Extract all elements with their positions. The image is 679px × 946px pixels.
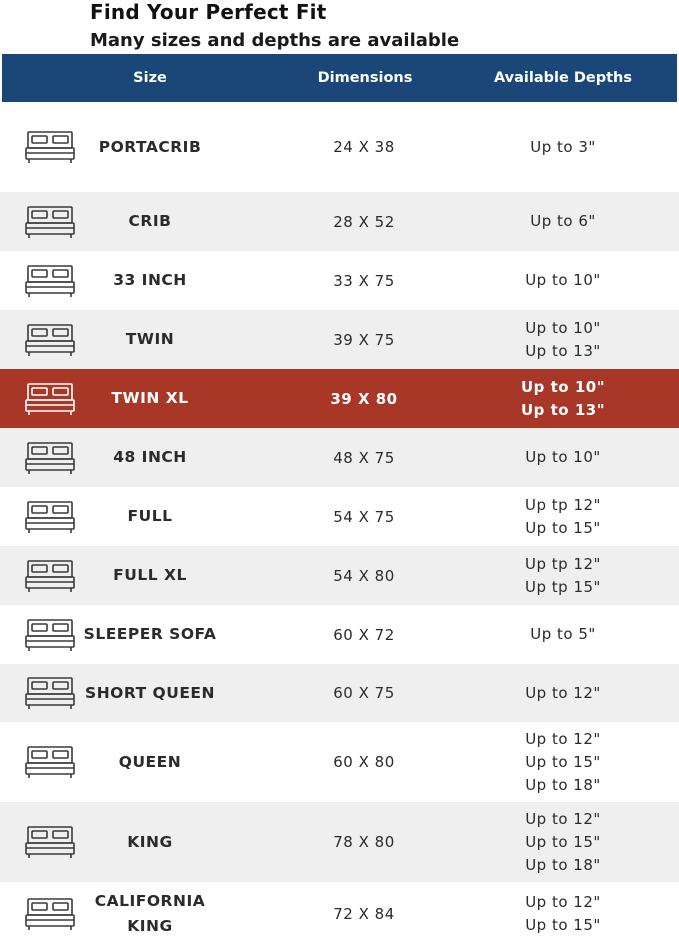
depth-value: Up to 18" — [525, 775, 601, 794]
depth-value: Up to 12" — [525, 729, 601, 748]
bed-icon — [24, 558, 76, 594]
bed-icon — [24, 744, 76, 780]
table-row — [0, 802, 679, 882]
bed-icon — [24, 675, 76, 711]
size-cell: TWIN XL — [111, 389, 189, 407]
depth-value: Up to 18" — [525, 855, 601, 874]
dimensions-cell: 60 X 80 — [333, 753, 395, 771]
header-depths: Available Depths — [493, 70, 633, 86]
depths-cell — [492, 102, 634, 192]
dimensions-cell: 28 X 52 — [333, 212, 395, 231]
size-cell: PORTACRIB — [98, 137, 202, 156]
depths-cell — [492, 605, 634, 664]
bed-icon — [24, 204, 76, 240]
size-cell: QUEEN — [118, 752, 182, 771]
depth-value: Up to 12" — [525, 893, 601, 911]
depths-cell — [492, 310, 634, 369]
depth-value: Up to 13" — [520, 400, 606, 419]
table-row — [0, 664, 679, 722]
header-size: Size — [133, 70, 167, 86]
table-row — [0, 310, 679, 369]
depth-value: Up to 10" — [525, 271, 601, 289]
bed-icon — [24, 381, 76, 417]
table-row — [0, 369, 679, 428]
table-row — [0, 102, 679, 192]
table-row — [0, 487, 679, 546]
bed-icon — [24, 896, 76, 932]
depth-value: Up tp 12" — [525, 495, 601, 514]
size-cell: 33 INCH — [113, 271, 187, 289]
dimensions-cell: 39 X 80 — [330, 389, 398, 408]
bed-icon — [24, 824, 76, 860]
dimensions-cell: 54 X 80 — [333, 566, 395, 585]
table-row — [0, 192, 679, 251]
dimensions-cell: 78 X 80 — [333, 833, 395, 851]
bed-icon — [24, 263, 76, 299]
dimensions-cell: 33 X 75 — [333, 271, 395, 290]
dimensions-cell: 48 X 75 — [333, 448, 395, 467]
depths-cell — [492, 882, 634, 946]
dimensions-cell: 60 X 75 — [333, 684, 395, 702]
depths-cell — [492, 546, 634, 605]
table-row — [0, 546, 679, 605]
depth-value: Up to 15" — [525, 752, 601, 771]
dimensions-cell: 72 X 84 — [333, 905, 395, 923]
depth-value: Up to 6" — [530, 212, 596, 230]
depth-value: Up tp 12" — [525, 554, 601, 573]
size-cell: KING — [127, 832, 173, 851]
size-cell: SLEEPER SOFA — [83, 625, 217, 643]
dimensions-cell: 60 X 72 — [333, 625, 395, 644]
table-row — [0, 428, 679, 487]
depth-value: Up to 3" — [530, 137, 596, 156]
table-row — [0, 882, 679, 946]
depth-value: Up to 12" — [525, 809, 601, 828]
table-header — [2, 54, 677, 102]
dimensions-cell: 54 X 75 — [333, 507, 395, 526]
bed-icon — [24, 499, 76, 535]
depth-value: Up to 10" — [525, 318, 601, 337]
depth-value: Up to 10" — [520, 377, 606, 396]
depths-cell — [492, 722, 634, 802]
depths-cell — [492, 192, 634, 251]
table-row — [0, 722, 679, 802]
depths-cell — [492, 487, 634, 546]
bed-icon — [24, 129, 76, 165]
size-cell: SHORT QUEEN — [85, 683, 215, 702]
depth-value: Up to 12" — [525, 683, 601, 702]
bed-icon — [24, 440, 76, 476]
depth-value: Up to 13" — [525, 341, 601, 360]
size-cell: TWIN — [125, 330, 175, 348]
depths-cell — [492, 664, 634, 722]
depths-cell — [492, 251, 634, 310]
table-row — [0, 605, 679, 664]
depth-value: Up to 15" — [525, 916, 601, 934]
table-row — [0, 251, 679, 310]
depth-value: Up to 15" — [525, 518, 601, 537]
size-cell: CALIFORNIA KING — [94, 892, 206, 935]
dimensions-cell: 39 X 75 — [333, 330, 395, 349]
depths-cell — [492, 802, 634, 882]
depth-value: Up to 15" — [525, 832, 601, 851]
page-subtitle: Many sizes and depths are available — [90, 30, 460, 51]
depths-cell — [492, 369, 634, 428]
size-cell: 48 INCH — [113, 448, 187, 466]
size-cell: FULL — [127, 507, 173, 525]
dimensions-cell: 24 X 38 — [333, 138, 395, 156]
depth-value: Up tp 15" — [525, 577, 601, 596]
depth-value: Up to 5" — [530, 625, 596, 643]
bed-icon — [24, 617, 76, 653]
depth-value: Up to 10" — [525, 448, 601, 466]
depths-cell — [492, 428, 634, 487]
bed-icon — [24, 322, 76, 358]
size-cell: FULL XL — [113, 566, 187, 584]
size-cell: CRIB — [128, 212, 172, 230]
header-dimensions: Dimensions — [317, 70, 413, 86]
page-title: Find Your Perfect Fit — [90, 0, 327, 24]
